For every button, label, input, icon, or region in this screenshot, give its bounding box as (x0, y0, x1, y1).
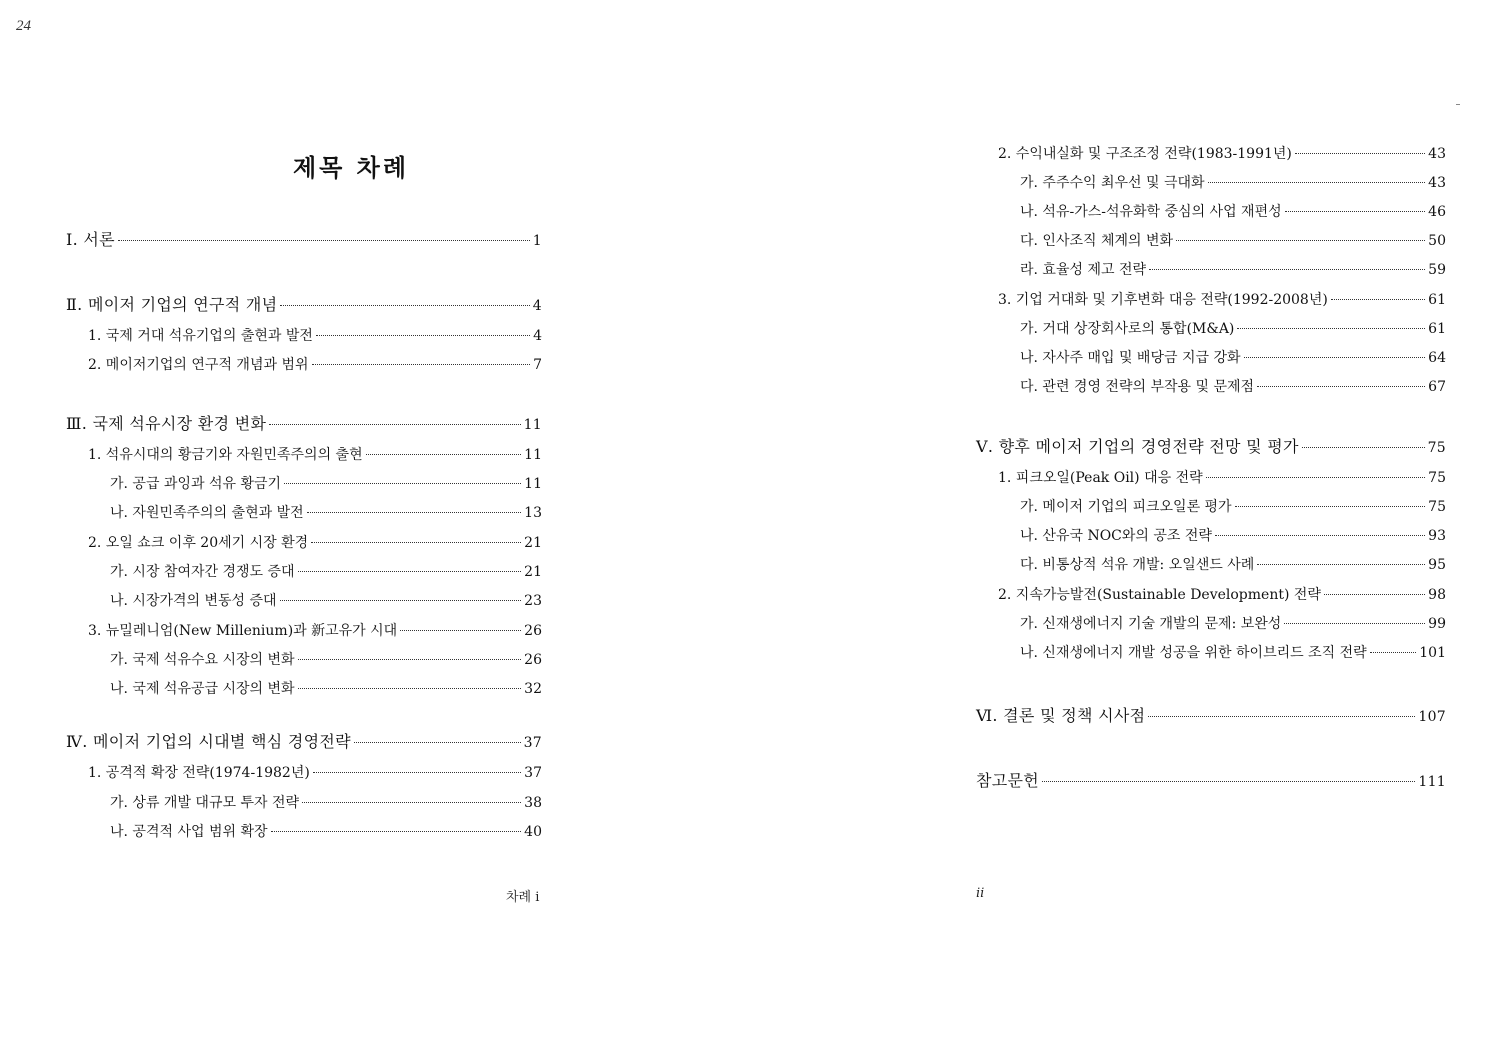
dot-leader (313, 772, 521, 773)
dot-leader (1208, 182, 1426, 183)
toc-label: 가. 공급 과잉과 석유 황금기 (110, 476, 282, 492)
dot-leader (1284, 623, 1425, 624)
toc-section[interactable] (66, 355, 542, 375)
toc-page-number: 111 (1418, 774, 1446, 790)
dot-leader (269, 424, 520, 425)
toc-page-number: 1 (532, 233, 542, 249)
toc-label: 3. 기업 거대화 및 기후변화 대응 전략(1992-2008년) (998, 292, 1328, 308)
toc-page-number: 7 (533, 357, 542, 373)
toc-subsection[interactable] (66, 822, 542, 842)
toc-page-number: 99 (1428, 616, 1446, 632)
handwritten-page-mark: 24 (16, 18, 31, 34)
toc-page-number: 107 (1418, 709, 1446, 725)
toc-label: 나. 자원민족주의의 출현과 발전 (110, 505, 304, 521)
dot-leader (1237, 328, 1425, 329)
toc-subsection[interactable] (66, 474, 542, 494)
toc-label: 가. 거대 상장회사로의 통합(M&A) (1020, 321, 1235, 337)
toc-section[interactable] (976, 585, 1446, 605)
toc-chapter-4[interactable] (66, 732, 542, 753)
toc-subsection[interactable] (66, 650, 542, 670)
toc-page-number: 43 (1428, 146, 1446, 162)
toc-label: Ⅰ. 서론 (66, 230, 115, 249)
toc-page-number: 4 (533, 328, 542, 344)
toc-label: Ⅱ. 메이저 기업의 연구적 개념 (66, 295, 278, 314)
toc-page-number: 93 (1428, 528, 1446, 544)
toc-subsection[interactable] (976, 377, 1446, 397)
toc-label: 다. 인사조직 체계의 변화 (1020, 233, 1174, 249)
toc-subsection[interactable] (976, 231, 1446, 251)
toc-page-number: 61 (1428, 292, 1446, 308)
toc-label: 다. 관련 경영 전략의 부작용 및 문제점 (1020, 379, 1255, 395)
dot-leader (284, 483, 521, 484)
toc-page-number: 95 (1428, 557, 1446, 573)
toc-subsection[interactable] (976, 348, 1446, 368)
toc-page-number: 43 (1428, 175, 1446, 191)
toc-subsection[interactable] (66, 562, 542, 582)
dot-leader (280, 305, 529, 306)
toc-section[interactable] (976, 144, 1446, 164)
dot-leader (1285, 211, 1426, 212)
toc-label: Ⅲ. 국제 석유시장 환경 변화 (66, 414, 267, 433)
dot-leader (298, 688, 522, 689)
dot-leader (312, 364, 531, 365)
toc-page-number: 26 (524, 652, 542, 668)
toc-label: 가. 국제 석유수요 시장의 변화 (110, 652, 295, 668)
dot-leader (400, 630, 521, 631)
dot-leader (1331, 299, 1425, 300)
toc-label: 3. 뉴밀레니엄(New Millenium)과 新고유가 시대 (88, 623, 398, 639)
scan-speck (1456, 104, 1460, 105)
dot-leader (316, 335, 530, 336)
dot-leader (298, 571, 522, 572)
toc-section[interactable] (66, 763, 542, 783)
toc-section[interactable] (66, 533, 542, 553)
toc-label: 나. 자사주 매입 및 배당금 지급 강화 (1020, 350, 1241, 366)
dot-leader (1302, 447, 1425, 448)
toc-subsection[interactable] (976, 526, 1446, 546)
page-footer-right: ii (976, 886, 985, 901)
toc-section[interactable] (66, 621, 542, 641)
toc-section[interactable] (66, 445, 542, 465)
toc-label: 나. 시장가격의 변동성 증대 (110, 593, 277, 609)
toc-label: 나. 석유-가스-석유화학 중심의 사업 재편성 (1020, 204, 1282, 220)
toc-label: 나. 산유국 NOC와의 공조 전략 (1020, 528, 1212, 544)
dot-leader (298, 659, 522, 660)
toc-section[interactable] (976, 468, 1446, 488)
toc-page-number: 13 (524, 505, 542, 521)
toc-subsection[interactable] (66, 591, 542, 611)
toc-label: 나. 공격적 사업 범위 확장 (110, 824, 268, 840)
toc-page-number: 101 (1419, 645, 1446, 661)
toc-page-number: 67 (1428, 379, 1446, 395)
dot-leader (1244, 357, 1426, 358)
toc-page-number: 23 (524, 593, 542, 609)
dot-leader (1295, 153, 1425, 154)
dot-leader (354, 742, 521, 743)
toc-page-number: 37 (523, 735, 542, 751)
toc-chapter-2[interactable] (66, 295, 542, 316)
toc-subsection[interactable] (976, 555, 1446, 575)
dot-leader (1235, 506, 1426, 507)
toc-label: 2. 지속가능발전(Sustainable Development) 전략 (998, 587, 1321, 603)
toc-page-number: 21 (524, 535, 542, 551)
toc-subsection[interactable] (976, 202, 1446, 222)
toc-label: 1. 피크오일(Peak Oil) 대응 전략 (998, 470, 1203, 486)
toc-label: 참고문헌 (976, 771, 1040, 790)
toc-label: Ⅳ. 메이저 기업의 시대별 핵심 경영전략 (66, 732, 351, 751)
toc-page-number: 21 (524, 564, 542, 580)
toc-page-number: 75 (1428, 470, 1446, 486)
toc-page-number: 46 (1428, 204, 1446, 220)
dot-leader (118, 240, 530, 241)
dot-leader (1257, 386, 1425, 387)
toc-chapter-6[interactable] (976, 706, 1446, 727)
toc-label: 1. 석유시대의 황금기와 자원민족주의의 출현 (88, 447, 363, 463)
toc-subsection[interactable] (976, 497, 1446, 517)
toc-page-number: 11 (524, 476, 542, 492)
dot-leader (1176, 240, 1425, 241)
toc-page-number: 38 (524, 795, 542, 811)
toc-section[interactable] (66, 326, 542, 346)
toc-subsection[interactable] (66, 503, 542, 523)
toc-page-number: 64 (1428, 350, 1446, 366)
toc-page-number: 11 (523, 417, 542, 433)
toc-subsection[interactable] (976, 643, 1446, 663)
toc-label: 1. 공격적 확장 전략(1974-1982년) (88, 765, 310, 781)
toc-label: 1. 국제 거대 석유기업의 출현과 발전 (88, 328, 313, 344)
page-title: 제목 차례 (292, 153, 410, 182)
toc-chapter-1[interactable] (66, 230, 542, 251)
page-footer-left: 차례 i (506, 890, 540, 905)
toc-label: Ⅵ. 결론 및 정책 시사점 (976, 706, 1146, 725)
toc-subsection[interactable] (976, 173, 1446, 193)
toc-label: 다. 비통상적 석유 개발: 오일샌드 사례 (1020, 557, 1255, 573)
toc-subsection[interactable] (976, 260, 1446, 280)
toc-label: 나. 신재생에너지 개발 성공을 위한 하이브리드 조직 전략 (1020, 645, 1367, 661)
toc-label: 나. 국제 석유공급 시장의 변화 (110, 681, 295, 697)
dot-leader (1042, 781, 1415, 782)
toc-chapter-3[interactable] (66, 414, 542, 435)
toc-label: 가. 상류 개발 대규모 투자 전략 (110, 795, 299, 811)
dot-leader (1324, 594, 1425, 595)
dot-leader (1149, 269, 1425, 270)
dot-leader (280, 600, 522, 601)
toc-label: 가. 신재생에너지 기술 개발의 문제: 보완성 (1020, 616, 1282, 632)
toc-page-number: 59 (1428, 262, 1446, 278)
toc-label: 가. 주주수익 최우선 및 극대화 (1020, 175, 1205, 191)
dot-leader (366, 454, 522, 455)
toc-page-number: 50 (1428, 233, 1446, 249)
toc-label: 2. 메이저기업의 연구적 개념과 범위 (88, 357, 309, 373)
toc-label: 라. 효율성 제고 전략 (1020, 262, 1146, 278)
dot-leader (1257, 564, 1425, 565)
dot-leader (271, 831, 522, 832)
dot-leader (1206, 477, 1426, 478)
toc-section[interactable] (976, 290, 1446, 310)
dot-leader (1370, 652, 1417, 653)
toc-label: 가. 메이저 기업의 피크오일론 평가 (1020, 499, 1232, 515)
toc-references[interactable] (976, 771, 1446, 792)
toc-page-number: 98 (1428, 587, 1446, 603)
toc-page-number: 75 (1428, 499, 1446, 515)
toc-page-number: 26 (524, 623, 542, 639)
toc-page-number: 32 (524, 681, 542, 697)
toc-page-number: 37 (524, 765, 542, 781)
toc-subsection[interactable] (976, 614, 1446, 634)
dot-leader (307, 512, 522, 513)
toc-page-number: 61 (1428, 321, 1446, 337)
toc-label: 2. 오일 쇼크 이후 20세기 시장 환경 (88, 535, 309, 551)
dot-leader (1148, 716, 1415, 717)
toc-label: 가. 시장 참여자간 경쟁도 증대 (110, 564, 295, 580)
toc-label: Ⅴ. 향후 메이저 기업의 경영전략 전망 및 평가 (976, 437, 1299, 456)
toc-subsection[interactable] (976, 319, 1446, 339)
toc-page-number: 11 (524, 447, 542, 463)
toc-subsection[interactable] (66, 679, 542, 699)
toc-subsection[interactable] (66, 793, 542, 813)
toc-label: 2. 수익내실화 및 구조조정 전략(1983-1991년) (998, 146, 1292, 162)
dot-leader (311, 542, 521, 543)
dot-leader (1215, 535, 1425, 536)
toc-page-number: 4 (532, 298, 542, 314)
dot-leader (302, 802, 521, 803)
toc-page-number: 75 (1427, 440, 1446, 456)
toc-chapter-5[interactable] (976, 437, 1446, 458)
toc-page-number: 40 (524, 824, 542, 840)
